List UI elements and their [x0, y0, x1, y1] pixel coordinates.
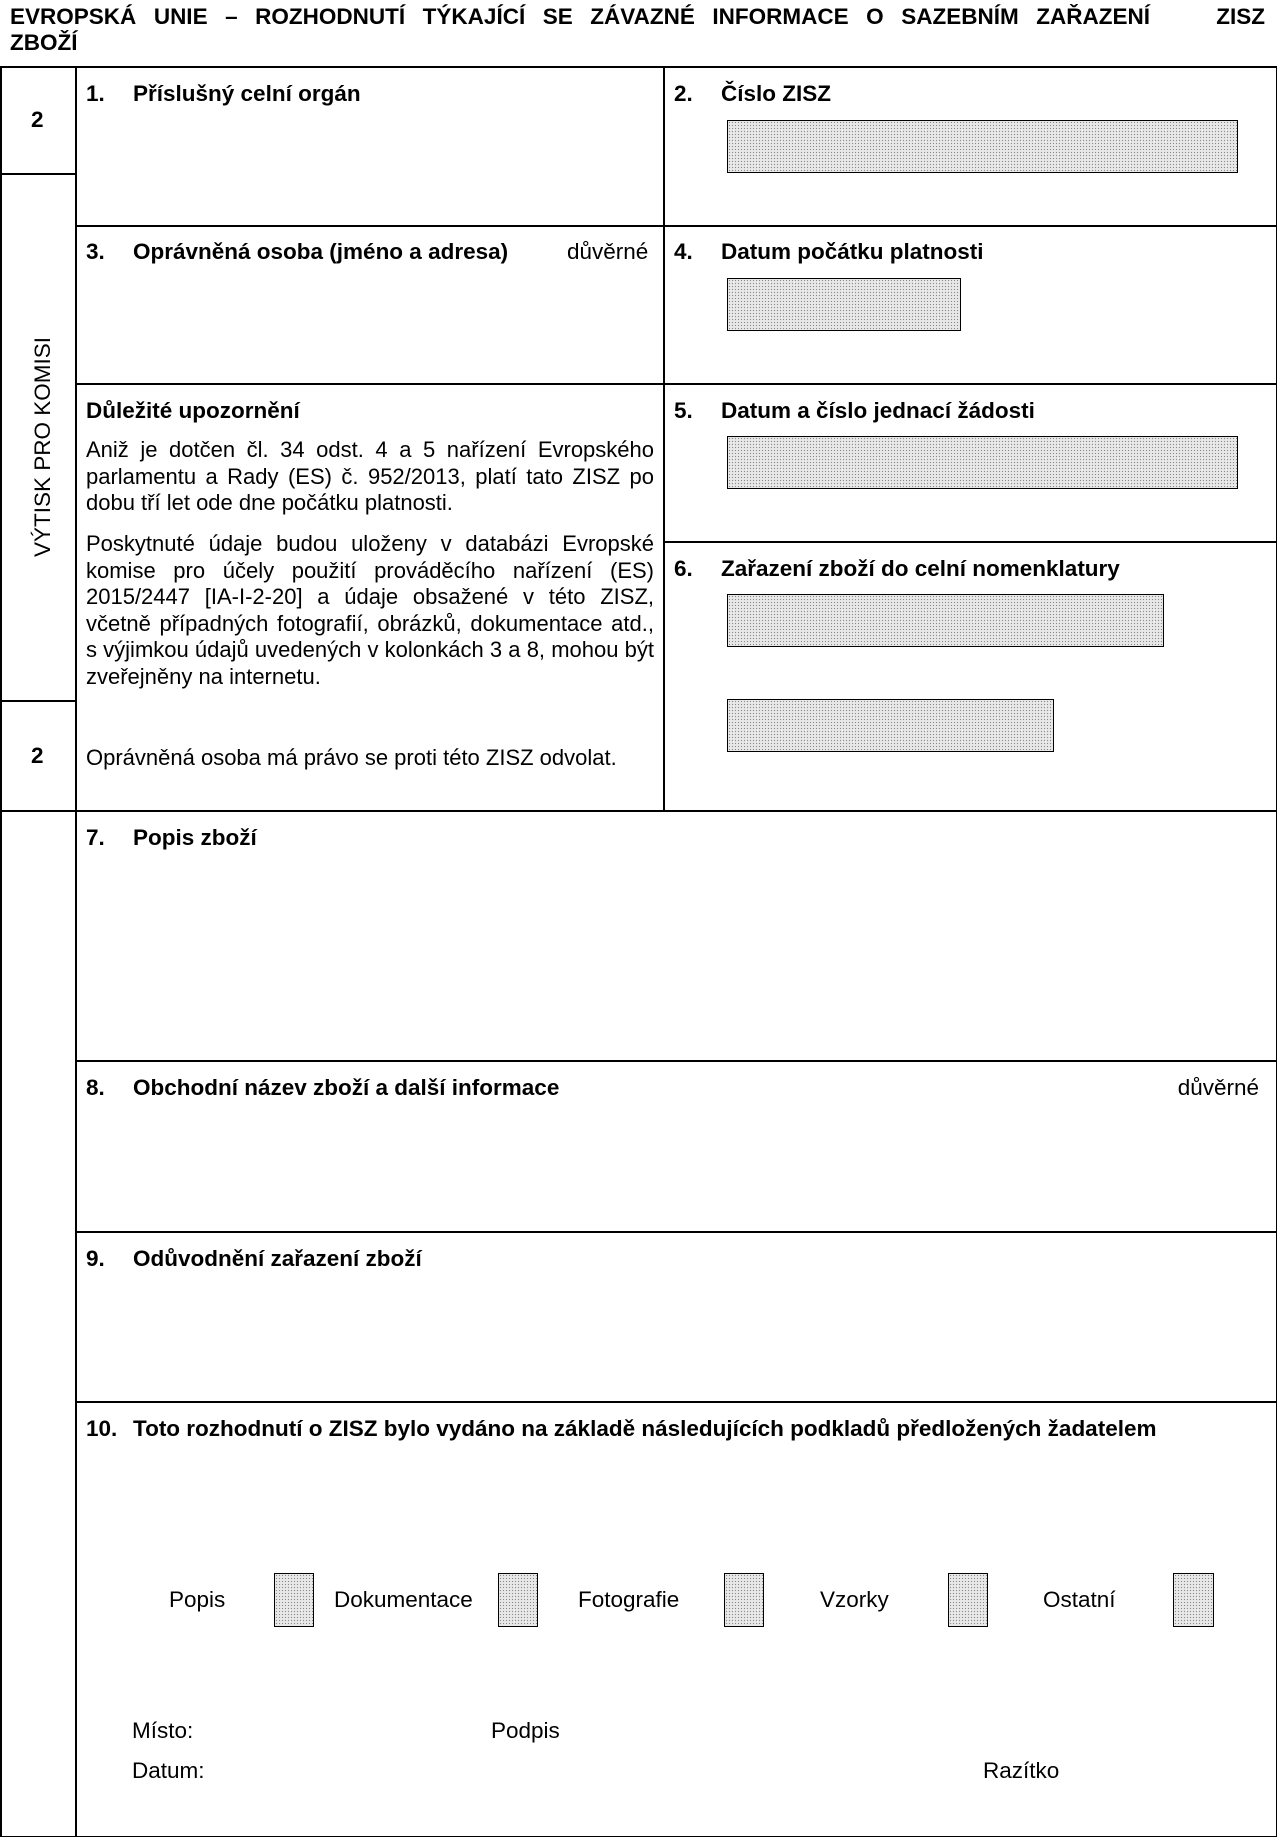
box-8-label — [86, 1075, 559, 1101]
row-line-810 — [0, 810, 1277, 812]
notice-paragraph-3: Oprávněná osoba má právo se proti této ZISZ odvolat. — [86, 745, 617, 770]
box-5-number: 5. — [674, 398, 693, 423]
box-4-number: 4. — [674, 239, 693, 264]
copy-for-commission-label: VÝTISK PRO KOMISI — [30, 336, 55, 558]
document-type-label-documentation: Dokumentace — [334, 1587, 473, 1612]
box-1-number: 1. — [86, 81, 105, 106]
box-8-title: Obchodní název zboží a další informace — [133, 1075, 560, 1100]
form-code: ZISZ — [1216, 4, 1265, 29]
box-3-number: 3. — [86, 239, 105, 264]
box-3-confidential-note: důvěrné — [567, 239, 649, 264]
validity-start-date-field[interactable] — [727, 278, 961, 331]
box-8-confidential-note: důvěrné — [1177, 1075, 1259, 1100]
nomenclature-code-field-2[interactable] — [727, 699, 1054, 752]
document-type-label-photographs: Fotografie — [578, 1587, 680, 1612]
copy-number-top: 2 — [31, 107, 44, 132]
box-2-title: Číslo ZISZ — [721, 81, 832, 106]
document-type-label-samples: Vzorky — [820, 1587, 889, 1612]
nomenclature-code-field[interactable] — [727, 594, 1164, 647]
date-label: Datum: — [132, 1758, 205, 1783]
application-date-reference-field[interactable] — [727, 436, 1238, 489]
description-checkbox[interactable] — [274, 1573, 314, 1627]
photographs-checkbox[interactable] — [724, 1573, 764, 1627]
side-cell-line-1 — [0, 173, 76, 175]
box-7-number: 7. — [86, 825, 105, 850]
box-10-title: Toto rozhodnutí o ZISZ bylo vydáno na základě následujících podkladů předložených žadatelem — [133, 1416, 1157, 1441]
box-7-label — [86, 825, 257, 851]
row-line-1401 — [75, 1401, 1277, 1403]
row-line-541 — [663, 541, 1277, 543]
signature-label: Podpis — [491, 1718, 560, 1743]
place-label: Místo: — [132, 1718, 194, 1743]
notice-heading: Důležité upozornění — [86, 398, 300, 423]
box-6-number: 6. — [674, 556, 693, 581]
document-type-label-description: Popis — [169, 1587, 226, 1612]
box-5-label — [674, 398, 1035, 424]
notice-paragraph-2: Poskytnuté údaje budou uloženy v databázi Evropské komise pro účely použití prováděcího nařízení (ES) 2015/2447 [IA-I-2-20] a údaje obsažené v této ZISZ, včetně případných fotografií, obrázků, dokumentace atd., s výjimkou údajů uvedených v kolonkách 3 a 8, mohou být zveřejněny na internetu. — [86, 531, 654, 689]
box-7-title: Popis zboží — [133, 825, 257, 850]
side-column-divider — [75, 66, 77, 1837]
box-4-title: Datum počátku platnosti — [721, 239, 984, 264]
documentation-checkbox[interactable] — [498, 1573, 538, 1627]
row-line-383 — [75, 383, 1277, 385]
row-line-1231 — [75, 1231, 1277, 1233]
other-checkbox[interactable] — [1173, 1573, 1214, 1627]
middle-column-divider — [663, 66, 665, 811]
box-6-title: Zařazení zboží do celní nomenklatury — [721, 556, 1120, 581]
row-line-1060 — [75, 1060, 1277, 1062]
box-3-title: Oprávněná osoba (jméno a adresa) — [133, 239, 509, 264]
box-2-label — [674, 81, 831, 107]
form-title: EVROPSKÁ UNIE – ROZHODNUTÍ TÝKAJÍCÍ SE ZÁVAZNÉ INFORMACE O SAZEBNÍM ZAŘAZENÍ — [10, 4, 1150, 29]
box-4-label — [674, 239, 984, 265]
box-9-title: Odůvodnění zařazení zboží — [133, 1246, 422, 1271]
form-title-continued: ZBOŽÍ — [10, 30, 78, 55]
box-1-label — [86, 81, 361, 107]
row-line-225 — [75, 225, 1277, 227]
box-5-title: Datum a číslo jednací žádosti — [721, 398, 1035, 423]
samples-checkbox[interactable] — [948, 1573, 988, 1627]
notice-paragraph-1: Aniž je dotčen čl. 34 odst. 4 a 5 nařízení Evropského parlamentu a Rady (ES) č. 952/2013, platí tato ZISZ po dobu tří let ode dne počátku platnosti. — [86, 437, 654, 515]
box-1-title: Příslušný celní orgán — [133, 81, 361, 106]
box-2-number: 2. — [674, 81, 693, 106]
box-10-number: 10. — [86, 1416, 118, 1441]
tariff-decision-number-field[interactable] — [727, 120, 1238, 173]
outer-left-border — [0, 66, 2, 1837]
stamp-label: Razítko — [983, 1758, 1060, 1783]
box-3-label — [86, 239, 508, 265]
box-9-number: 9. — [86, 1246, 105, 1271]
box-6-label — [674, 556, 1120, 582]
side-cell-line-2 — [0, 700, 76, 702]
box-10-label — [86, 1416, 1156, 1442]
box-9-label — [86, 1246, 422, 1272]
box-8-number: 8. — [86, 1075, 105, 1100]
copy-number-bottom: 2 — [31, 743, 44, 768]
outer-top-border — [0, 66, 1277, 68]
document-type-label-other: Ostatní — [1043, 1587, 1116, 1612]
